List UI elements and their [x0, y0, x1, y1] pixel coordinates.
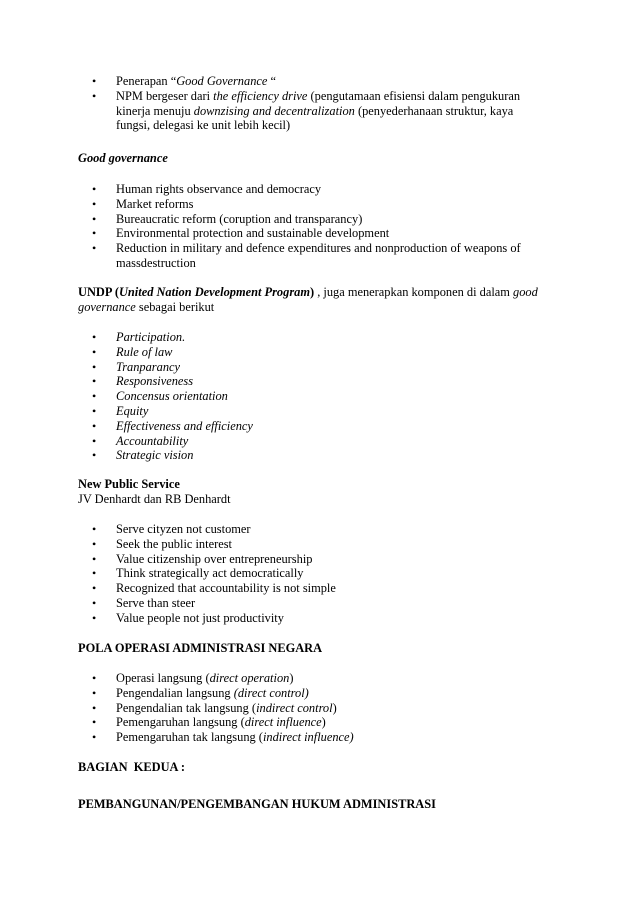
item-italic-text: indirect control [256, 700, 333, 715]
bullet-icon: • [92, 344, 97, 359]
item-text: Accountability [116, 433, 189, 448]
item-text: Effectiveness and efficiency [116, 418, 253, 433]
bullet-icon: • [92, 730, 97, 745]
item-text: Pengendalian langsung [116, 685, 234, 700]
list-item [0, 330, 536, 345]
bullet-icon: • [92, 374, 97, 389]
item-text: Market reforms [116, 196, 194, 211]
list-item [0, 730, 536, 745]
list-item [0, 701, 536, 716]
item-text: ) [321, 715, 326, 730]
item-text: Serve than steer [116, 595, 196, 610]
item-text: Operasi langsung ( [116, 671, 210, 685]
item-text: Reduction in military and defence expenditures and nonproduction of weapons of massdestruction [116, 241, 521, 270]
bullet-icon: • [92, 551, 97, 566]
item-italic-text: the efficiency drive [213, 88, 308, 103]
bullet-icon: • [92, 330, 97, 344]
item-text: Penerapan “ [116, 74, 177, 88]
list-item [0, 182, 536, 197]
bullet-icon: • [92, 566, 97, 581]
pembangunan-heading: PEMBANGUNAN/PENGEMBANGAN HUKUM ADMINISTRASI [78, 797, 436, 811]
nps-authors: JV Denhardt dan RB Denhardt [78, 492, 231, 506]
bullet-icon: • [92, 700, 97, 715]
item-text: Pemengaruhan langsung ( [116, 715, 245, 730]
pola-operasi-heading: POLA OPERASI ADMINISTRASI NEGARA [78, 641, 323, 655]
list-item [0, 226, 536, 241]
new-public-service-list [0, 522, 536, 626]
bullet-icon: • [92, 182, 97, 196]
item-italic-text: Good Governance [176, 74, 268, 88]
bullet-icon: • [92, 211, 97, 226]
bullet-icon: • [92, 226, 97, 241]
item-text: Think strategically act democratically [116, 566, 304, 581]
item-italic-text: direct influence [244, 715, 322, 730]
bullet-icon: • [92, 715, 97, 730]
item-italic-text: direct operation [209, 671, 290, 685]
item-italic-text: (direct control) [233, 685, 309, 700]
bullet-icon: • [92, 74, 97, 88]
undp-text: , juga menerapkan komponen di dalam [314, 285, 514, 299]
pola-operasi-list [0, 671, 536, 745]
undp-paren: ( [111, 285, 119, 299]
item-text: Environmental protection and sustainable development [116, 226, 390, 241]
item-text: Participation. [116, 330, 186, 344]
undp-paragraph [78, 285, 568, 315]
list-item [0, 419, 536, 434]
bullet-icon: • [92, 418, 97, 433]
good-governance-heading: Good governance [78, 151, 168, 165]
list-item [0, 197, 536, 212]
item-text: Pemengaruhan tak langsung ( [116, 730, 263, 745]
item-italic-text: downzising and decentralization [193, 103, 355, 118]
undp-text: sebagai berikut [135, 299, 215, 314]
list-item [0, 345, 536, 360]
bullet-icon: • [92, 241, 97, 256]
item-text: “ [267, 74, 276, 88]
item-text: (penyederhanaan struktur, kaya fungsi, delegasi ke unit lebih kecil) [116, 103, 514, 133]
bullet-icon: • [92, 536, 97, 551]
bullet-icon: • [92, 671, 97, 685]
undp-italic-text: good governance [78, 285, 538, 314]
item-text: Responsiveness [116, 374, 194, 389]
list-item [0, 581, 536, 596]
item-text: ) [332, 700, 337, 715]
item-text: Value citizenship over entrepreneurship [116, 551, 313, 566]
list-item [0, 596, 536, 611]
item-text: Pengendalian tak langsung ( [116, 700, 257, 715]
list-item [0, 360, 536, 375]
item-text: Strategic vision [116, 448, 194, 463]
list-item [0, 522, 536, 537]
item-italic-text: indirect influence) [262, 730, 354, 745]
list-item [0, 715, 536, 730]
list-item [0, 241, 536, 271]
item-text: Value people not just productivity [116, 610, 284, 625]
item-text: (pengutamaan efisiensi dalam pengukuran kinerja menuju [116, 88, 521, 118]
list-item [0, 611, 536, 626]
new-public-service-heading: New Public Service [78, 477, 180, 491]
bullet-icon: • [92, 389, 97, 404]
bullet-icon: • [92, 403, 97, 418]
list-item [0, 434, 536, 449]
good-governance-list [0, 182, 536, 271]
list-item [0, 671, 536, 686]
item-text: Tranparancy [116, 359, 181, 374]
bullet-icon: • [92, 610, 97, 625]
list-item [0, 566, 536, 581]
item-text: Rule of law [116, 344, 173, 359]
list-item [0, 404, 536, 419]
bullet-icon: • [92, 433, 97, 448]
item-text: Bureaucratic reform (coruption and transparancy) [116, 211, 363, 226]
bullet-icon: • [92, 88, 97, 103]
list-item [0, 537, 536, 552]
bullet-icon: • [92, 685, 97, 700]
bullet-icon: • [92, 448, 97, 463]
item-text: Recognized that accountability is not simple [116, 581, 336, 596]
list-item [0, 74, 536, 89]
list-item [0, 389, 536, 404]
bullet-icon: • [92, 359, 97, 374]
item-text: Equity [116, 403, 149, 418]
bullet-icon: • [92, 581, 97, 596]
list-item [0, 552, 536, 567]
list-item [0, 374, 536, 389]
bullet-icon: • [92, 522, 97, 536]
undp-list [0, 330, 536, 463]
undp-fullname: United Nation Development Program [118, 285, 310, 299]
item-text: NPM bergeser dari [116, 88, 214, 103]
item-text: Human rights observance and democracy [116, 182, 322, 196]
item-text: Serve cityzen not customer [116, 522, 251, 536]
bagian-kedua-heading: BAGIAN KEDUA : [78, 760, 186, 774]
list-item [0, 212, 536, 227]
bullet-icon: • [92, 595, 97, 610]
item-text: Concensus orientation [116, 389, 228, 404]
undp-paren: ) [309, 285, 315, 299]
bullet-icon: • [92, 196, 97, 211]
undp-abbr: UNDP [78, 285, 112, 299]
intro-list [0, 74, 536, 133]
list-item [0, 89, 536, 133]
item-text: Seek the public interest [116, 536, 232, 551]
list-item [0, 686, 536, 701]
list-item [0, 448, 536, 463]
item-text: ) [289, 671, 294, 685]
